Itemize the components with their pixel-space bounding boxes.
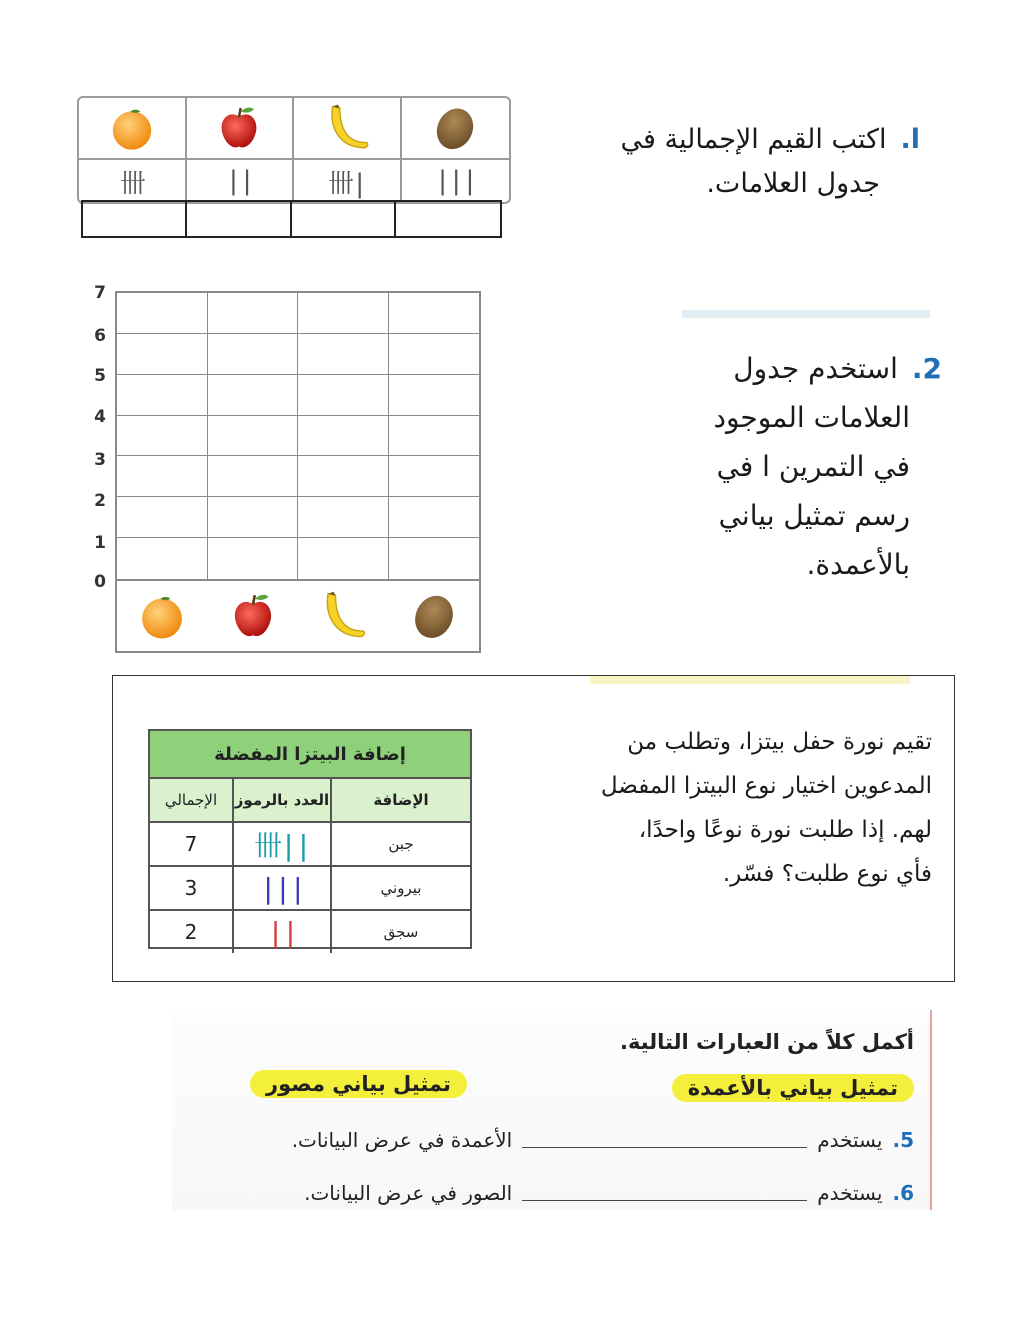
y-tick-label: 5 [94,366,106,386]
pizza-tally-table [148,729,472,949]
total-answer-row[interactable] [81,200,502,238]
question-2 [650,344,942,589]
question-number: 6. [892,1181,914,1205]
grid-cell[interactable] [298,416,389,457]
fruit-tally-table [77,96,511,204]
tally-cell [234,823,332,865]
answer-blank[interactable] [522,1200,807,1201]
topping-cell: سجق [383,923,419,941]
question-text: في التمرين ا في [716,450,910,483]
column-header: الإضافة [373,791,429,809]
grid-cell[interactable] [208,497,299,538]
tally-marks: 卌 [119,168,144,199]
question-number: 2. [911,352,942,385]
y-tick-label: 2 [94,491,106,511]
bar-chart-grid[interactable] [115,291,481,581]
tally-marks: || [225,166,253,196]
table-title: إضافة البيتزا المفضلة [150,731,470,779]
total-answer-cell[interactable] [396,202,500,236]
grid-cell[interactable] [117,497,208,538]
grid-cell[interactable] [117,293,208,334]
bar-chart-x-axis [115,581,481,653]
y-tick-label: 7 [94,283,106,303]
grid-cell[interactable] [298,375,389,416]
grid-cell[interactable] [208,538,299,579]
tally-marks: 卌| [327,168,366,199]
tally-marks: ||| [259,871,305,905]
kiwi-icon [389,581,480,651]
grid-cell[interactable] [389,375,480,416]
grid-cell[interactable] [389,334,480,375]
orange-icon [79,98,187,160]
option-bar-graph: تمثيل بياني بالأعمدة [672,1074,914,1102]
tally-marks: || [267,915,297,949]
grid-cell[interactable] [117,334,208,375]
grid-cell[interactable] [117,416,208,457]
question-text: فأي نوع طلبت؟ فسّر. [722,861,932,887]
grid-cell[interactable] [208,456,299,497]
decorative-strip [682,310,930,318]
question-text: بالأعمدة. [806,548,910,581]
column-header: العدد بالرموز [234,779,332,821]
grid-cell[interactable] [298,293,389,334]
tally-marks: ||| [434,166,476,196]
y-tick-label: 3 [94,450,106,470]
banana-icon [294,98,402,160]
y-tick-label: 1 [94,533,106,553]
y-tick-label: 0 [94,572,106,592]
prefix-text: يستخدم [817,1128,883,1152]
grid-cell[interactable] [117,538,208,579]
grid-cell[interactable] [389,293,480,334]
table-header-row [150,779,470,823]
table-row [150,911,470,953]
total-cell: 2 [150,911,234,953]
grid-cell[interactable] [208,416,299,457]
question-number: ا. [900,124,920,155]
question-3 [492,720,932,896]
question-text: المدعوين اختيار نوع البيتزا المفضل [600,773,932,799]
completion-item-5 [174,1128,914,1152]
grid-cell[interactable] [298,538,389,579]
question-text: استخدم جدول [733,352,898,385]
completion-item-6 [174,1181,914,1205]
question-text: تقيم نورة حفل بيتزا، وتطلب من [627,729,932,755]
suffix-text: الصور في عرض البيانات. [304,1181,513,1205]
apple-icon [187,98,295,160]
total-answer-cell[interactable] [83,202,187,236]
orange-icon [117,581,208,651]
banana-icon [298,581,389,651]
apple-icon [208,581,299,651]
question-text: لهم. إذا طلبت نورة نوعًا واحدًا، [638,817,932,843]
total-answer-cell[interactable] [187,202,291,236]
total-answer-cell[interactable] [292,202,396,236]
tally-cell [234,911,332,953]
grid-cell[interactable] [208,375,299,416]
grid-cell[interactable] [298,456,389,497]
question-text: جدول العلامات. [706,168,880,199]
grid-cell[interactable] [117,375,208,416]
table-row [150,823,470,867]
tally-cell [234,867,332,909]
grid-cell[interactable] [389,456,480,497]
instruction-text: أكمل كلاً من العبارات التالية. [619,1030,914,1054]
column-header: الإجمالي [150,779,234,821]
total-cell: 3 [150,867,234,909]
tally-apple [187,160,295,202]
grid-cell[interactable] [208,334,299,375]
grid-cell[interactable] [208,293,299,334]
kiwi-icon [402,98,510,160]
total-cell: 7 [150,823,234,865]
prefix-text: يستخدم [817,1181,883,1205]
y-tick-label: 4 [94,407,106,427]
grid-cell[interactable] [298,334,389,375]
tally-banana [294,160,402,202]
option-picture-graph: تمثيل بياني مصور [250,1070,467,1098]
tally-kiwi [402,160,510,202]
grid-cell[interactable] [389,416,480,457]
answer-blank[interactable] [522,1147,807,1148]
y-tick-label: 6 [94,326,106,346]
table-row [150,867,470,911]
question-text: اكتب القيم الإجمالية في [620,124,887,155]
grid-cell[interactable] [389,497,480,538]
tally-marks: 卌|| [254,829,310,862]
question-text: رسم تمثيل بياني [718,499,910,532]
grid-cell[interactable] [389,538,480,579]
question-number: 5. [892,1128,914,1152]
grid-cell[interactable] [298,497,389,538]
suffix-text: الأعمدة في عرض البيانات. [291,1128,513,1152]
question-text: العلامات الموجود [713,401,910,434]
grid-cell[interactable] [117,456,208,497]
question-1 [590,118,920,206]
topping-cell: جبن [388,835,414,853]
topping-cell: بيروني [380,879,422,897]
tally-orange [79,160,187,202]
